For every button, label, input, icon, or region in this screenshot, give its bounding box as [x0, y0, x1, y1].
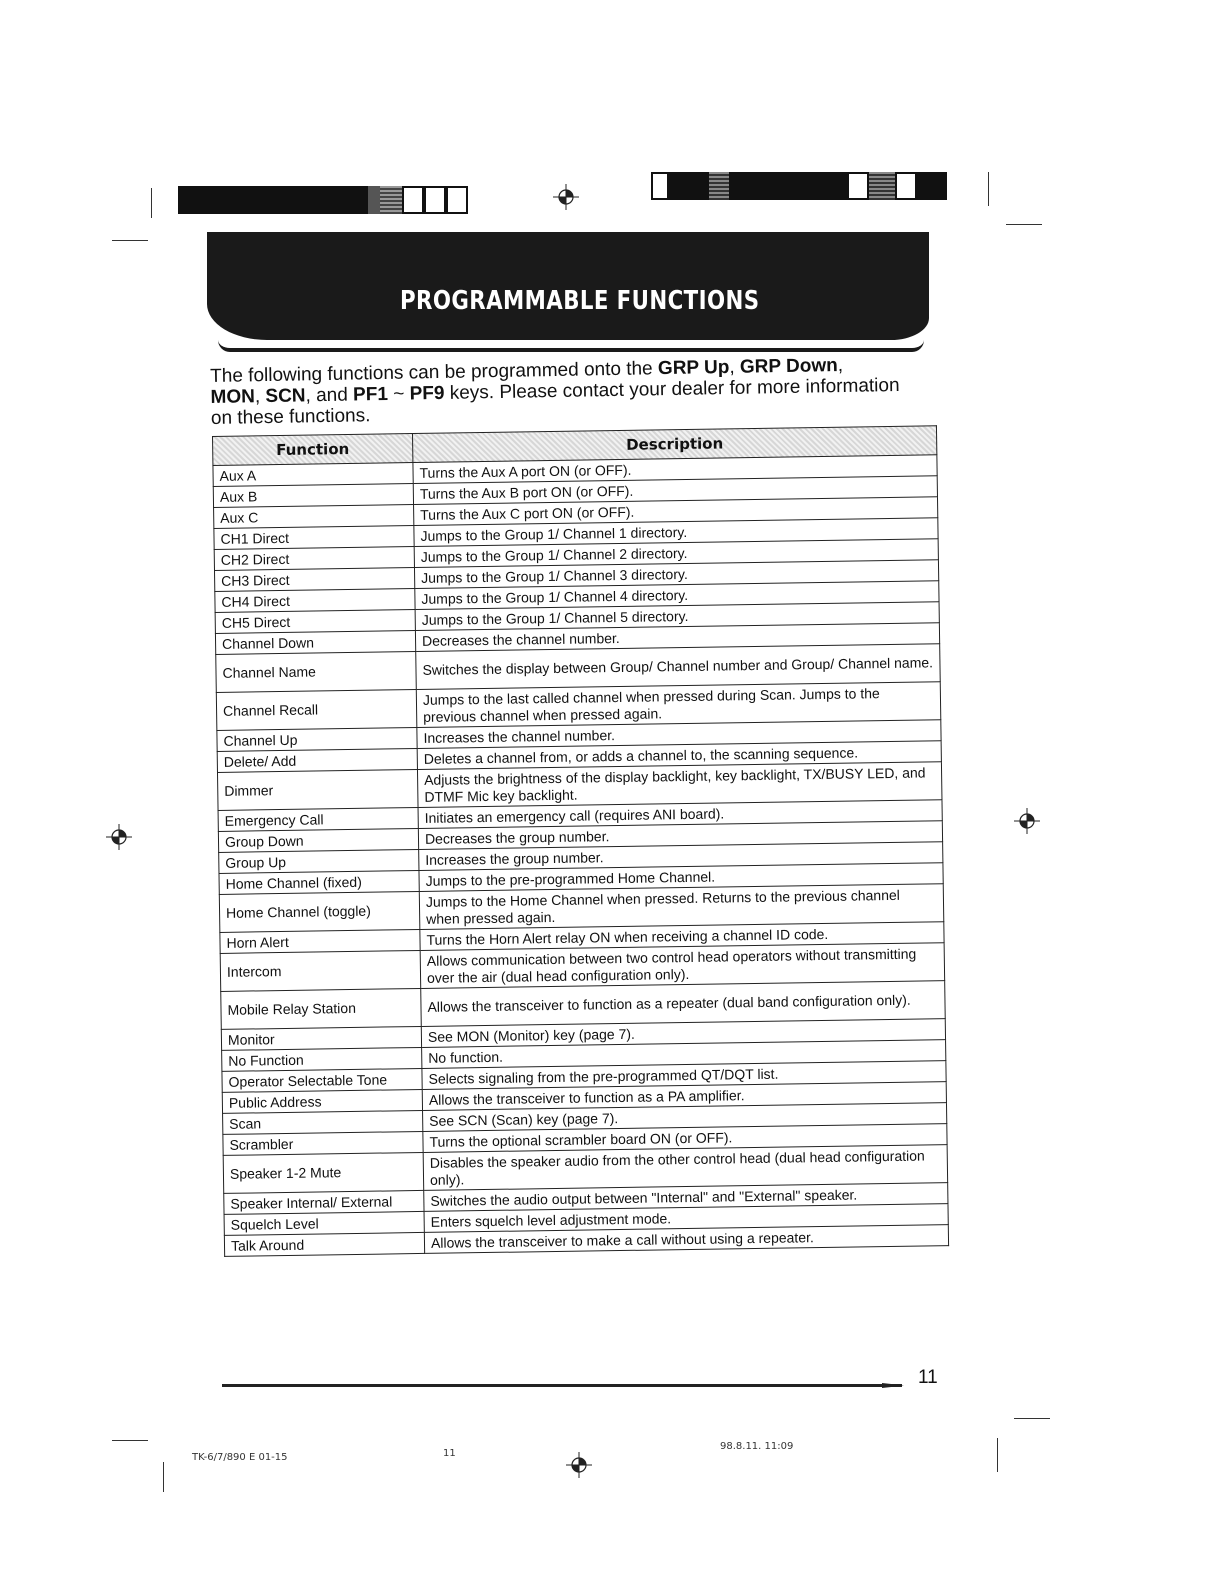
- column-header-description: Description: [412, 426, 936, 463]
- table-body: [213, 455, 949, 1257]
- intro-text: keys. Please contact your dealer for more information on these functions.: [210, 374, 900, 429]
- description-cell: Switches the display between Group/ Channel number and Group/ Channel name.: [416, 644, 941, 690]
- page-number: 11: [918, 1367, 938, 1388]
- key-mon: MON: [210, 386, 256, 408]
- function-cell: Channel Up: [217, 727, 417, 751]
- function-cell: CH4 Direct: [215, 589, 415, 613]
- function-cell: Aux A: [213, 463, 413, 487]
- function-cell: Scan: [223, 1110, 423, 1134]
- description-cell: Jumps to the Group 1/ Channel 1 directory.: [414, 518, 938, 547]
- function-cell: Group Down: [218, 828, 418, 852]
- description-cell: Turns the Aux B port ON (or OFF).: [413, 476, 937, 505]
- function-cell: Delete/ Add: [217, 748, 417, 772]
- description-cell: Jumps to the Group 1/ Channel 3 directory.: [414, 560, 938, 589]
- column-header-function: Function: [213, 434, 413, 466]
- description-cell: Allows communication between two control head operators without transmitting over the air (dual head configuration only).: [420, 943, 945, 989]
- function-cell: Mobile Relay Station: [221, 988, 422, 1029]
- description-cell: Enters squelch level adjustment mode.: [424, 1204, 948, 1233]
- function-cell: Emergency Call: [218, 807, 418, 831]
- function-cell: Channel Name: [216, 652, 417, 693]
- function-cell: Home Channel (toggle): [219, 891, 420, 932]
- function-cell: No Function: [222, 1047, 422, 1071]
- intro-text: ,: [729, 356, 741, 378]
- key-scn: SCN: [265, 385, 306, 408]
- footer-timestamp: 98.8.11. 11:09: [720, 1441, 794, 1452]
- registration-mark-icon: [553, 184, 579, 210]
- function-cell: Group Up: [219, 849, 419, 873]
- description-cell: Jumps to the last called channel when pressed during Scan. Jumps to the previous channel when pressed again.: [416, 682, 941, 728]
- key-pf9: PF9: [409, 382, 445, 405]
- key-grp-up: GRP Up: [657, 356, 730, 380]
- crop-mark: [163, 1462, 164, 1492]
- key-pf1: PF1: [352, 383, 389, 406]
- description-cell: Jumps to the Group 1/ Channel 4 directory.: [415, 581, 939, 610]
- function-cell: Horn Alert: [220, 929, 420, 953]
- page-rule: [222, 1384, 902, 1387]
- crop-mark: [997, 1438, 998, 1472]
- description-cell: Selects signaling from the pre-programmed QT/DQT list.: [422, 1061, 946, 1090]
- description-cell: Turns the Horn Alert relay ON when receiving a channel ID code.: [420, 922, 944, 951]
- description-cell: Jumps to the pre-programmed Home Channel.: [419, 863, 943, 892]
- function-cell: Channel Down: [215, 631, 415, 655]
- function-cell: CH3 Direct: [214, 568, 414, 592]
- crop-mark: [1006, 224, 1042, 225]
- description-cell: Adjusts the brightness of the display backlight, key backlight, TX/BUSY LED, and DTMF Mic key backlight.: [417, 762, 942, 808]
- page-title: PROGRAMMABLE FUNCTIONS: [400, 286, 760, 316]
- description-cell: See MON (Monitor) key (page 7).: [421, 1019, 945, 1048]
- footer-code: TK-6/7/890 E 01-15: [192, 1452, 288, 1463]
- key-grp-down: GRP Down: [739, 355, 838, 378]
- registration-mark-icon: [1014, 808, 1040, 834]
- description-cell: Allows the transceiver to function as a repeater (dual band configuration only).: [421, 981, 946, 1027]
- footer-page: 11: [443, 1448, 456, 1459]
- registration-mark-icon: [106, 824, 132, 850]
- description-cell: Jumps to the Group 1/ Channel 5 directory.: [415, 602, 939, 631]
- description-cell: Deletes a channel from, or adds a channel to, the scanning sequence.: [417, 741, 941, 770]
- intro-text: ,: [254, 386, 266, 408]
- header-underline: [218, 340, 924, 352]
- description-cell: Turns the Aux C port ON (or OFF).: [414, 497, 938, 526]
- print-color-bar-left: [178, 186, 468, 214]
- function-cell: Home Channel (fixed): [219, 870, 419, 894]
- crop-mark: [112, 240, 148, 241]
- function-cell: Dimmer: [217, 769, 418, 810]
- description-cell: Disables the speaker audio from the other control head (dual head configuration only).: [423, 1145, 948, 1191]
- registration-mark-icon: [566, 1452, 592, 1478]
- description-cell: Decreases the channel number.: [415, 623, 939, 652]
- intro-text: ,: [837, 354, 844, 377]
- function-cell: Channel Recall: [216, 689, 417, 730]
- description-cell: Increases the group number.: [419, 842, 943, 871]
- intro-text: ~: [387, 383, 410, 405]
- description-cell: See SCN (Scan) key (page 7).: [423, 1103, 947, 1132]
- description-cell: Turns the optional scrambler board ON (or OFF).: [423, 1124, 947, 1153]
- function-cell: CH2 Direct: [214, 547, 414, 571]
- description-cell: Allows the transceiver to make a call without using a repeater.: [424, 1225, 948, 1254]
- function-cell: Squelch Level: [224, 1211, 424, 1235]
- function-cell: Aux B: [213, 484, 413, 508]
- function-cell: Speaker 1-2 Mute: [223, 1152, 424, 1193]
- print-color-bar-right: [651, 172, 947, 200]
- crop-mark: [988, 172, 989, 206]
- crop-mark: [151, 188, 152, 218]
- function-cell: CH5 Direct: [215, 610, 415, 634]
- description-cell: Turns the Aux A port ON (or OFF).: [413, 455, 937, 484]
- description-cell: Jumps to the Home Channel when pressed. Returns to the previous channel when pressed again.: [419, 884, 944, 930]
- description-cell: Increases the channel number.: [417, 720, 941, 749]
- description-cell: No function.: [422, 1040, 946, 1069]
- intro-text: The following functions can be programmed onto the: [210, 358, 659, 387]
- description-cell: Decreases the group number.: [418, 821, 942, 850]
- function-cell: Speaker Internal/ External: [224, 1190, 424, 1214]
- function-cell: Scrambler: [223, 1131, 423, 1155]
- function-cell: Intercom: [220, 950, 421, 991]
- function-cell: CH1 Direct: [214, 526, 414, 550]
- intro-paragraph: [210, 354, 911, 429]
- crop-mark: [1014, 1418, 1050, 1419]
- description-cell: Jumps to the Group 1/ Channel 2 directory.: [414, 539, 938, 568]
- function-cell: Talk Around: [224, 1232, 424, 1256]
- function-cell: Public Address: [222, 1089, 422, 1113]
- function-cell: Aux C: [214, 505, 414, 529]
- description-cell: Initiates an emergency call (requires ANI board).: [418, 800, 942, 829]
- function-cell: Monitor: [221, 1026, 421, 1050]
- crop-mark: [112, 1440, 148, 1441]
- description-cell: Allows the transceiver to function as a PA amplifier.: [422, 1082, 946, 1111]
- description-cell: Switches the audio output between "Internal" and "External" speaker.: [424, 1183, 948, 1212]
- function-cell: Operator Selectable Tone: [222, 1068, 422, 1092]
- functions-table: [212, 425, 948, 1257]
- intro-text: , and: [305, 384, 354, 407]
